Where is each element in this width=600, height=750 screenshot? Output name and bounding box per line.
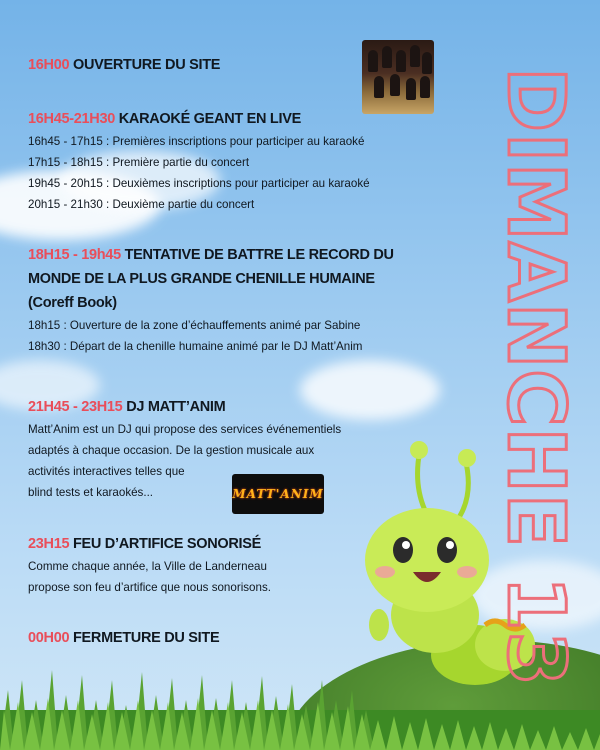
- day-title-text: DIMANCHE 13: [490, 67, 581, 687]
- event-detail: adaptés à chaque occasion. De la gestion musicale aux: [28, 444, 315, 457]
- day-title: [490, 32, 581, 722]
- event-title: TENTATIVE DE BATTRE LE RECORD DU: [124, 247, 394, 263]
- event-detail: propose son feu d’artifice que nous sonorisons.: [28, 581, 271, 594]
- band-photo: [362, 40, 434, 114]
- event-time: 00H00: [28, 630, 70, 646]
- event-title: OUVERTURE DU SITE: [72, 57, 221, 73]
- event-time: 18H15 - 19h45: [28, 247, 121, 263]
- event-detail: 16h45 - 17h15 : Premières inscriptions pour participer au karaoké: [28, 135, 365, 148]
- event-detail: blind tests et karaokés...: [28, 486, 154, 499]
- event-detail: Matt’Anim est un DJ qui propose des services événementiels: [28, 423, 342, 436]
- event-title-line: (Coreff Book): [28, 295, 117, 311]
- event-time: 23H15: [28, 536, 70, 552]
- event-opening: [28, 53, 220, 77]
- event-fireworks: [28, 532, 271, 598]
- event-title: DJ MATT’ANIM: [126, 399, 226, 415]
- event-detail: 18h30 : Départ de la chenille humaine animé par le DJ Matt’Anim: [28, 340, 363, 353]
- event-detail: activités interactives telles que: [28, 465, 185, 478]
- event-title: FERMETURE DU SITE: [72, 630, 220, 646]
- logo-text: MATT'ANIM: [232, 487, 324, 501]
- event-title: KARAOKÉ GEANT EN LIVE: [118, 111, 301, 127]
- event-detail: Comme chaque année, la Ville de Landerneau: [28, 560, 267, 573]
- event-karaoke: [28, 107, 370, 215]
- event-time: 16H00: [28, 57, 70, 73]
- event-closing: [28, 626, 219, 650]
- event-time: 21H45 - 23H15: [28, 399, 123, 415]
- event-title-line: MONDE DE LA PLUS GRANDE CHENILLE HUMAINE: [28, 271, 375, 287]
- event-detail: 19h45 - 20h15 : Deuxièmes inscriptions pour participer au karaoké: [28, 177, 370, 190]
- event-time: 16H45-21H30: [28, 111, 115, 127]
- event-detail: 17h15 - 18h15 : Première partie du concert: [28, 156, 250, 169]
- event-record: [28, 243, 394, 357]
- event-title: FEU D’ARTIFICE SONORISÉ: [72, 536, 262, 552]
- mattanim-logo: [232, 474, 324, 514]
- event-detail: 18h15 : Ouverture de la zone d’échauffements animé par Sabine: [28, 319, 361, 332]
- event-detail: 20h15 - 21h30 : Deuxième partie du concert: [28, 198, 255, 211]
